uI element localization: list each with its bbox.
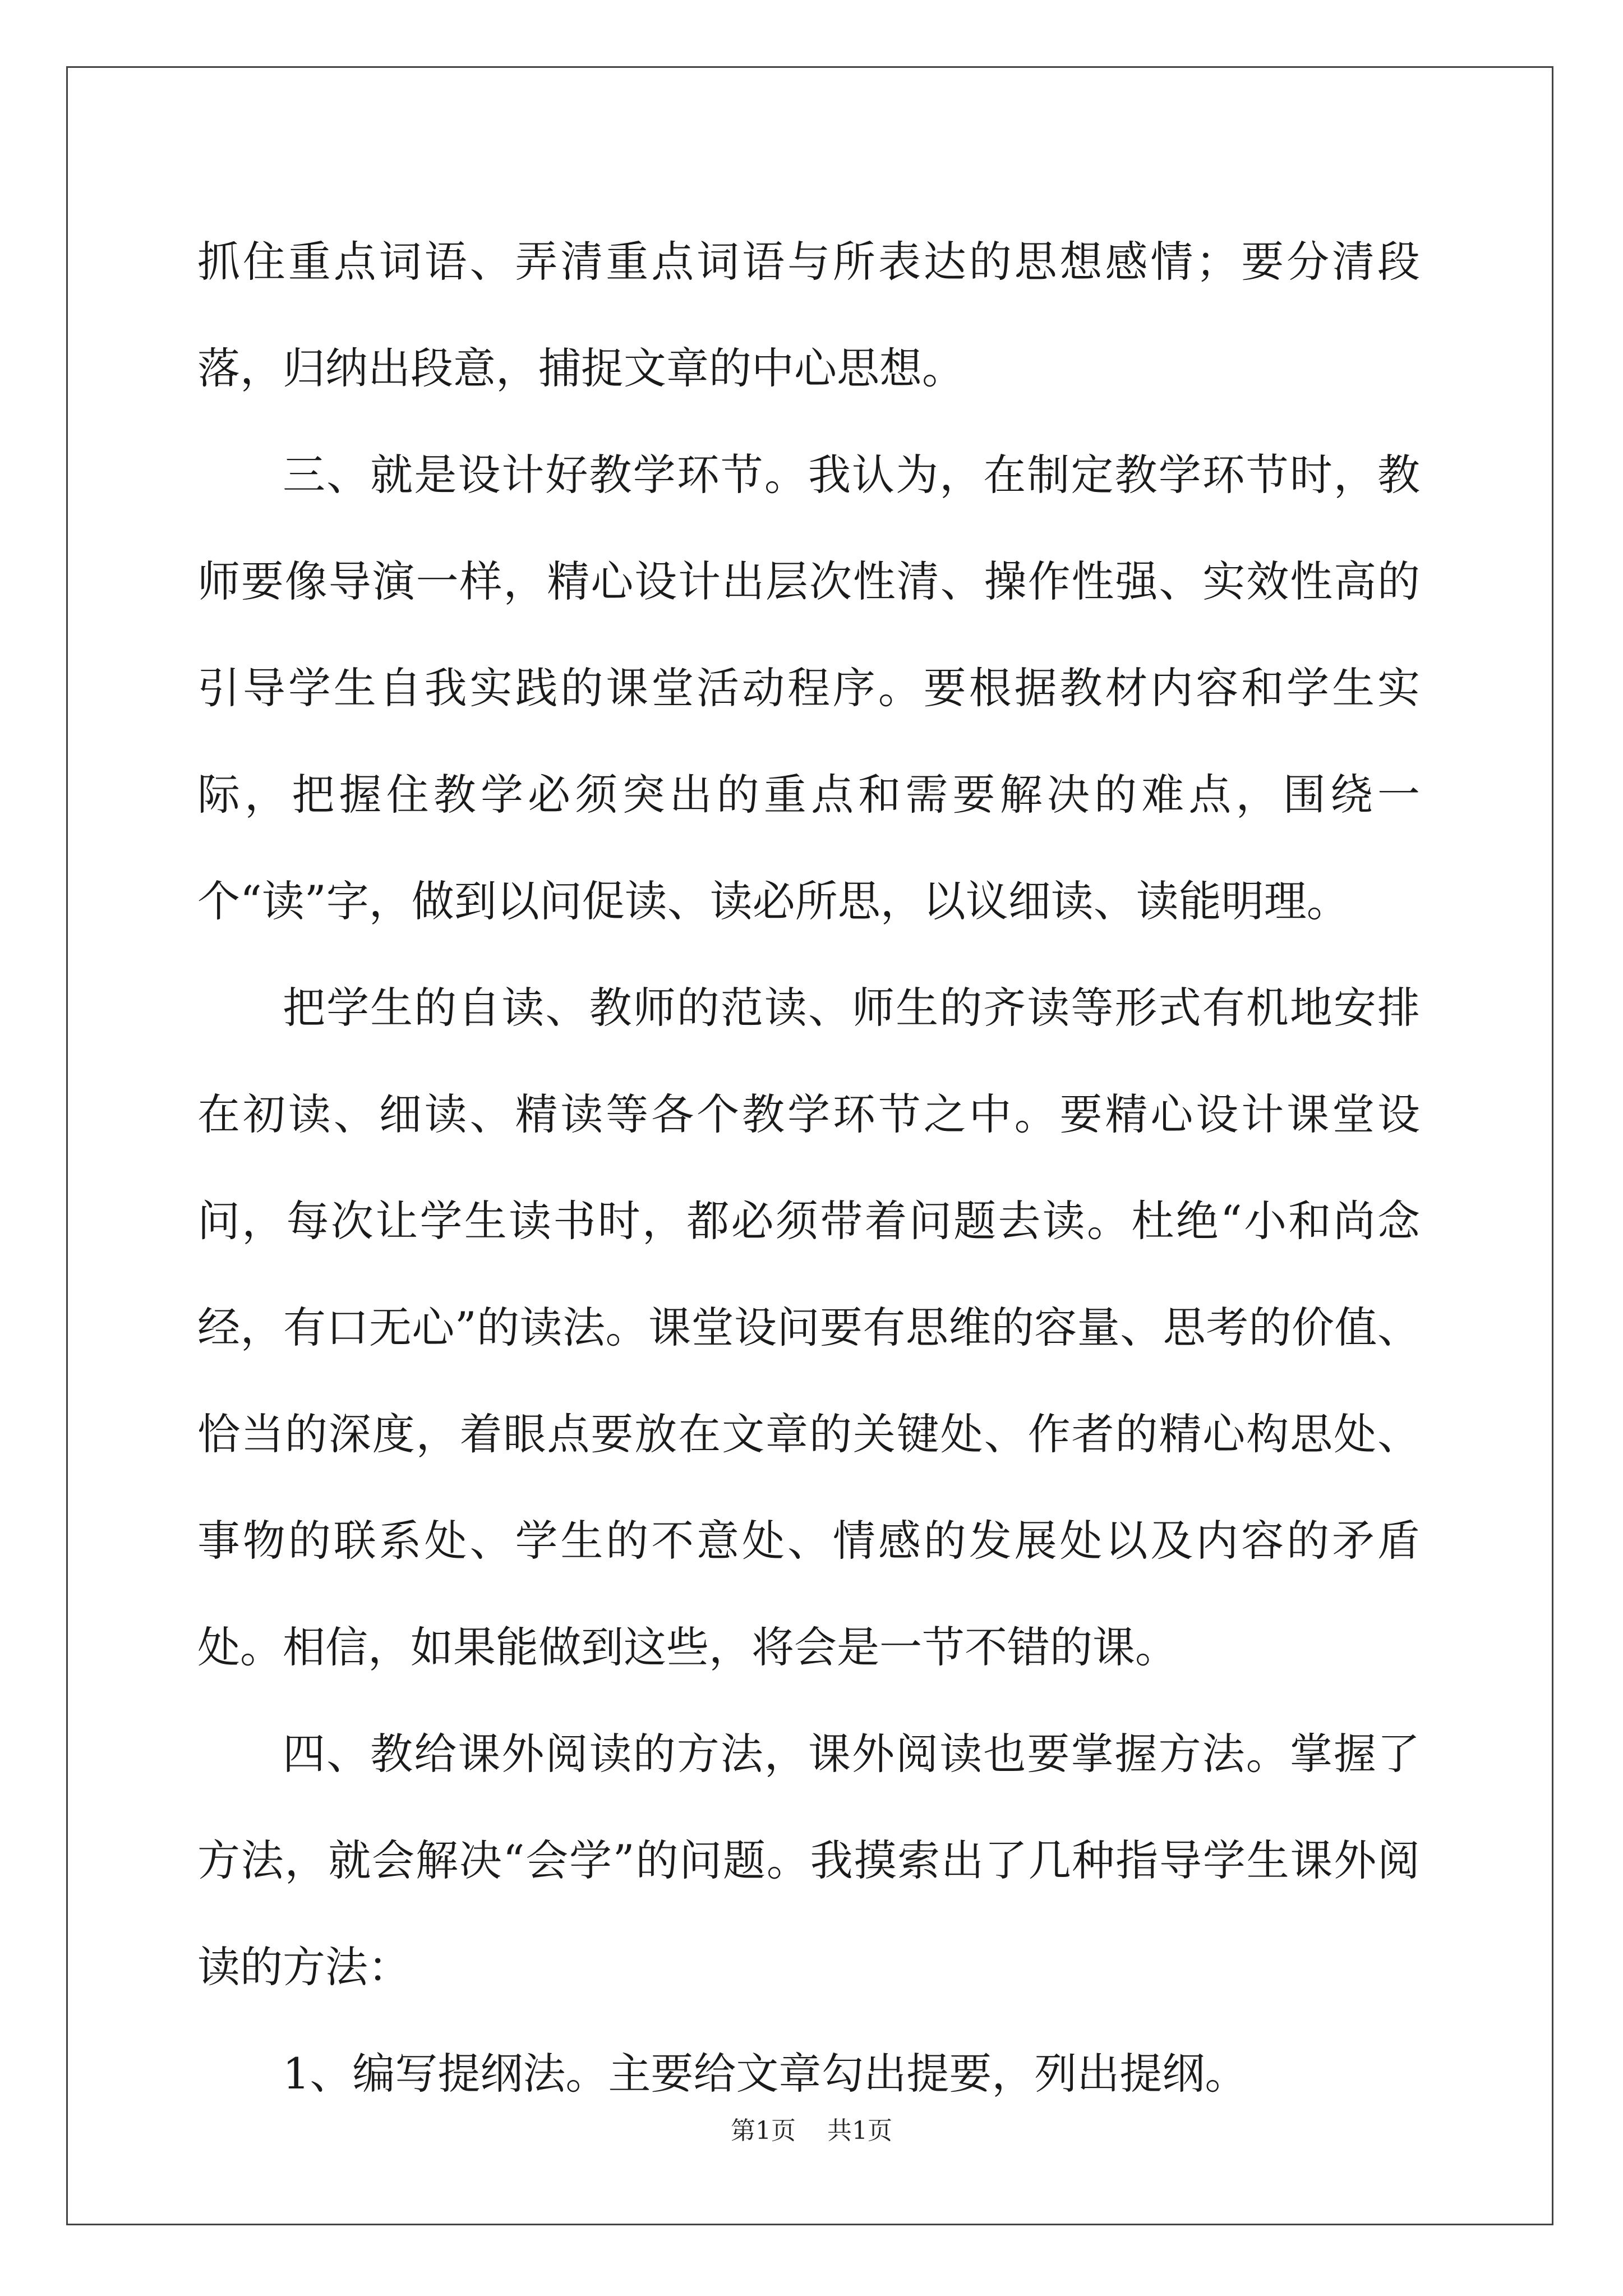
paragraph: 三、就是设计好教学环节。我认为，在制定教学环节时，教师要像导演一样，精心设计出层次性清、操作性强、实效性高的引导学生自我实践的课堂活动程序。要根据教材内容和学生实际，把握住教学必须突出的重点和需要解决的难点，围绕一个“读”字，做到以问促读、读必所思，以议细读、读能明理。: [197, 450, 1420, 926]
paragraph: 把学生的自读、教师的范读、师生的齐读等形式有机地安排在初读、细读、精读等各个教学环节之中。要精心设计课堂设问，每次让学生读书时，都必须带着问题去读。杜绝“小和尚念经，有口无心”的读法。课堂设问要有思维的容量、思考的价值、恰当的深度，着眼点要放在文章的关键处、作者的精心构思处、事物的联系处、学生的不意处、情感的发展处以及内容的矛盾处。相信，如果能做到这些，将会是一节不错的课。: [197, 983, 1420, 1672]
page-number: 第1页: [731, 2116, 796, 2145]
page-footer: [0, 2110, 1623, 2146]
paragraph: 四、教给课外阅读的方法，课外阅读也要掌握方法。掌握了方法，就会解决“会学”的问题。我摸索出了几种指导学生课外阅读的方法：: [197, 1729, 1420, 1992]
paragraph: 1、编写提纲法。主要给文章勾出提要，列出提纲。: [283, 2049, 1248, 2099]
paragraph: 抓住重点词语、弄清重点词语与所表达的思想感情；要分清段落，归纳出段意，捕捉文章的中心思想。: [197, 237, 1420, 393]
page-total: 共1页: [827, 2116, 892, 2145]
document-body: [197, 209, 1420, 2127]
